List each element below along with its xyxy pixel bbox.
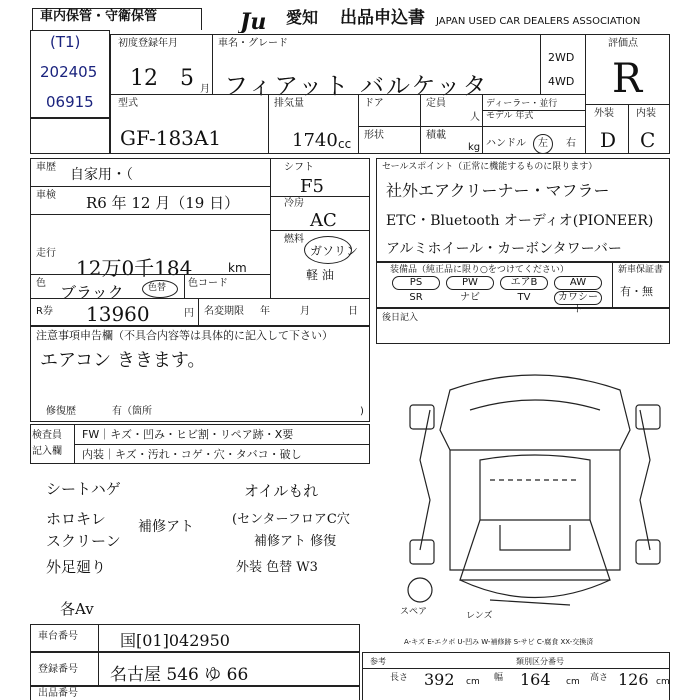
reg-value: 名古屋 546 ゆ 66 — [110, 665, 249, 685]
repair-history-label: 修復歴 — [46, 406, 76, 417]
remark-r2: (センターフロアC穴 — [232, 512, 350, 527]
rating-value: R — [612, 56, 643, 102]
stamp-line3: 06915 — [46, 93, 94, 111]
damage-legend: A-キズ E-エクボ U-凹み W-補修跡 S-サビ C-腐食 XX-交換済 — [404, 638, 594, 646]
cc-unit: cc — [338, 137, 352, 151]
shift-label: シフト — [284, 162, 314, 173]
equipment-item: エアB — [500, 276, 548, 290]
spare-label: スペア — [400, 607, 428, 617]
remark-l3: スクリーン — [46, 532, 121, 550]
first-reg-label: 初度登録年月 — [118, 38, 178, 49]
model-year-label: モデル 年式 — [486, 111, 534, 121]
width-unit: cm — [566, 677, 580, 687]
interior-row: 内装｜キズ・汚れ・コゲ・穴・タバコ・破し — [82, 448, 302, 461]
r-ticket-amount: 13960 — [86, 302, 150, 326]
displacement-value: 1740 — [292, 130, 338, 151]
remark-r1: オイルもれ — [244, 482, 319, 500]
color-label: 色 — [36, 278, 46, 289]
handle-left: 左 — [538, 138, 548, 149]
notes-label: 注意事項申告欄（不具合内容等は具体的に記入して下さい） — [36, 329, 333, 342]
equipment-label: 装備品（純正品に限り○をつけてください） — [390, 265, 569, 275]
inspection-value: R6 年 12 月（19 日） — [86, 194, 240, 212]
height-label: 高さ — [590, 673, 609, 683]
storage-label: 車内保管・守衛保管 — [40, 9, 158, 24]
reg-label: 登録番号 — [38, 664, 78, 675]
equipment-item: PS — [392, 276, 440, 290]
equipment-item: TV — [517, 292, 531, 303]
chassis-value: 国[01]042950 — [120, 631, 230, 650]
selling-point-2: ETC・Bluetooth オーディオ(PIONEER) — [386, 213, 654, 229]
equipment-item: ナビ — [460, 292, 480, 303]
month-unit: 月 — [200, 84, 210, 95]
equipment-item: カワシート — [554, 291, 602, 305]
form-title: 出品申込書 — [340, 8, 425, 28]
shape-label: 形状 — [364, 130, 384, 141]
inspection-label: 車検 — [36, 190, 56, 201]
remark-r3: 補修アト 修復 — [254, 534, 337, 549]
fw-row: FW｜キズ・凹み・ヒビ割・リペア跡・X要 — [82, 428, 294, 441]
exterior-label: 外装 — [594, 108, 614, 119]
length-label: 長さ — [390, 673, 409, 683]
stamp-line1: (T1) — [50, 33, 81, 51]
repair-close: ) — [360, 406, 364, 417]
equipment-item: AW — [554, 276, 602, 290]
history-value: 自家用・（ — [70, 167, 133, 183]
load-label: 積載 — [426, 130, 446, 141]
width-label: 幅 — [494, 673, 504, 683]
association-name: JAPAN USED CAR DEALERS ASSOCIATION — [436, 16, 641, 27]
svg-text:Ju: Ju — [240, 9, 267, 33]
first-reg-year: 12 — [130, 66, 158, 91]
capacity-label: 定員 — [426, 98, 446, 109]
yen-unit: 円 — [184, 308, 194, 319]
handle-right: 右 — [566, 138, 576, 149]
change-history-label: 名変期限 — [204, 306, 244, 317]
interior-grade: C — [640, 128, 656, 152]
coolant-value: AC — [310, 210, 337, 231]
main-form-left — [30, 118, 110, 154]
person-unit: 人 — [470, 112, 480, 123]
remark-l5: 外足廻り — [46, 558, 107, 576]
inspector-label: 検査員 記入欄 — [32, 430, 62, 457]
equipment-grid — [392, 276, 608, 315]
rating-label: 評価点 — [608, 38, 638, 49]
lens-label: レンズ — [466, 611, 493, 621]
length-unit: cm — [466, 677, 480, 687]
car-name-value: フィアット バルケッタ — [224, 72, 489, 100]
km-unit: km — [228, 261, 247, 275]
remark-l4: 補修アト — [138, 519, 194, 535]
selling-points-label: セールスポイント（正常に機能するものに限ります） — [382, 162, 598, 172]
fuel-label: 燃料 — [284, 234, 304, 245]
car-name-label: 車名・グレード — [218, 38, 288, 49]
post-input-label: 後日記入 — [382, 313, 419, 323]
length-value: 392 — [424, 670, 455, 689]
repair-history-value: 有（箇所 — [112, 406, 152, 417]
stamp-line2: 202405 — [40, 63, 98, 81]
remark-l6: 各Av — [60, 600, 94, 618]
first-reg-month: 5 — [180, 66, 194, 91]
exterior-grade: D — [600, 128, 617, 152]
selling-point-3: アルミホイール・カーボンタワーバー — [386, 241, 622, 257]
remark-r4: 外装 色替 W3 — [236, 560, 318, 575]
displacement-label: 排気量 — [274, 98, 304, 109]
year-unit-r: 年 — [260, 306, 270, 317]
coolant-label: 冷房 — [284, 198, 304, 209]
day-unit-r: 日 — [348, 306, 358, 317]
fuel-gasoline-circle — [304, 236, 352, 264]
post-input-box — [376, 308, 670, 344]
fuel-diesel: 軽 油 — [306, 268, 334, 282]
kg-unit: kg — [468, 142, 481, 153]
month-unit-r: 月 — [300, 306, 310, 317]
seller-label: 出品番号 — [38, 688, 78, 699]
model-label: 型式 — [118, 98, 138, 109]
height-unit: cm — [656, 677, 670, 687]
door-label: ドア — [364, 98, 384, 109]
ju-logo — [238, 9, 290, 33]
drive-2wd: 2WD — [548, 51, 575, 64]
fuel-gasoline: ガソリン — [310, 244, 359, 258]
equipment-item: PW — [446, 276, 494, 290]
color-note: 色替 — [148, 283, 167, 293]
color-code-label: 色コード — [188, 278, 228, 289]
drive-4wd: 4WD — [548, 75, 575, 88]
mileage-value: 12万0千184 — [76, 256, 193, 280]
remark-l1: シートハゲ — [46, 480, 121, 498]
dealer-label: ディーラー・並行 — [486, 99, 558, 109]
equipment-item: SR — [409, 292, 423, 303]
height-value: 126 — [618, 670, 649, 689]
model-value: GF-183A1 — [120, 126, 222, 150]
handle-left-circle — [533, 134, 553, 154]
warranty-options: 有・無 — [620, 285, 653, 298]
classification-label: 類別区分番号 — [516, 657, 564, 666]
chassis-label: 車台番号 — [38, 631, 78, 642]
warranty-label: 新車保証書 — [618, 265, 664, 275]
width-value: 164 — [520, 670, 551, 689]
selling-point-1: 社外エアクリーナー・マフラー — [386, 181, 610, 200]
car-diagram — [390, 350, 680, 640]
remark-l2: ホロキレ — [46, 510, 106, 528]
seller-box — [30, 686, 360, 700]
r-ticket-label: R券 — [36, 306, 53, 317]
org-name: 愛知 — [286, 8, 319, 27]
color-value: ブラック — [60, 283, 124, 302]
note-text: エアコン ききます。 — [40, 350, 206, 371]
interior-label: 内装 — [636, 108, 656, 119]
handle-label: ハンドル — [486, 138, 526, 149]
shift-value: F5 — [300, 176, 324, 197]
mileage-label: 走行 — [36, 248, 56, 259]
history-label: 車歴 — [36, 162, 56, 173]
ref-label: 参考 — [370, 657, 386, 666]
